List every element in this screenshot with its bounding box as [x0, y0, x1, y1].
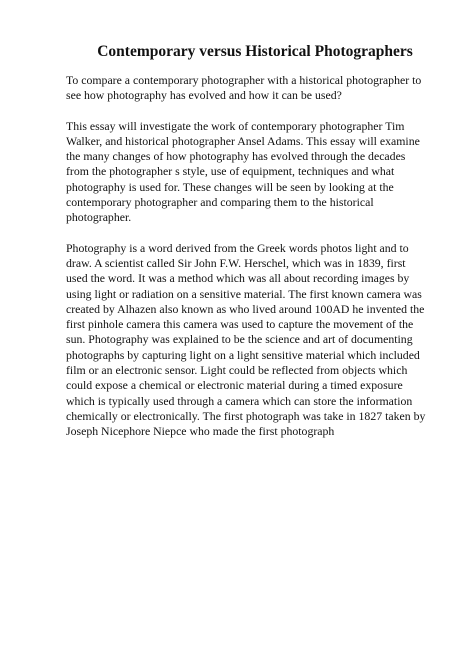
document-title: Contemporary versus Historical Photographers — [97, 43, 413, 60]
paragraph-research-question: To compare a contemporary photographer with a historical photographer to see how photography has evolved and how it can be used? — [66, 73, 422, 103]
paragraph-introduction: This essay will investigate the work of contemporary photographer Tim Walker, and historical photographer Ansel Adams. This essay will examine the many changes of how photography has evolved through the decades from the photographer s style, use of equipment, techniques and what photography is used for. These changes will be seen by looking at the contemporary photographer and comparing them to the historical photographer. — [66, 118, 420, 225]
paragraph-history-of-photography: Photography is a word derived from the Greek words photos light and to draw. A scientist called Sir John F.W. Herschel, which was in 1839, first used the word. It was a method which was all about recording images by using light or radiation on a sensitive material. The first known camera was created by Alhazen also known as who lived around 100AD he invented the first pinhole camera this camera was used to capture the movement of the sun. Photography was explained to be the science and art of documenting photographs by capturing light on a light sensitive material which included film or an electronic sensor. Light could be reflected from objects which could expose a chemical or electronic material during a timed exposure which is typically used through a camera which can store the information chemically or electronically. The first photograph was take in 1827 taken by Joseph Nicephore Niepce who made the first photograph — [66, 240, 426, 439]
